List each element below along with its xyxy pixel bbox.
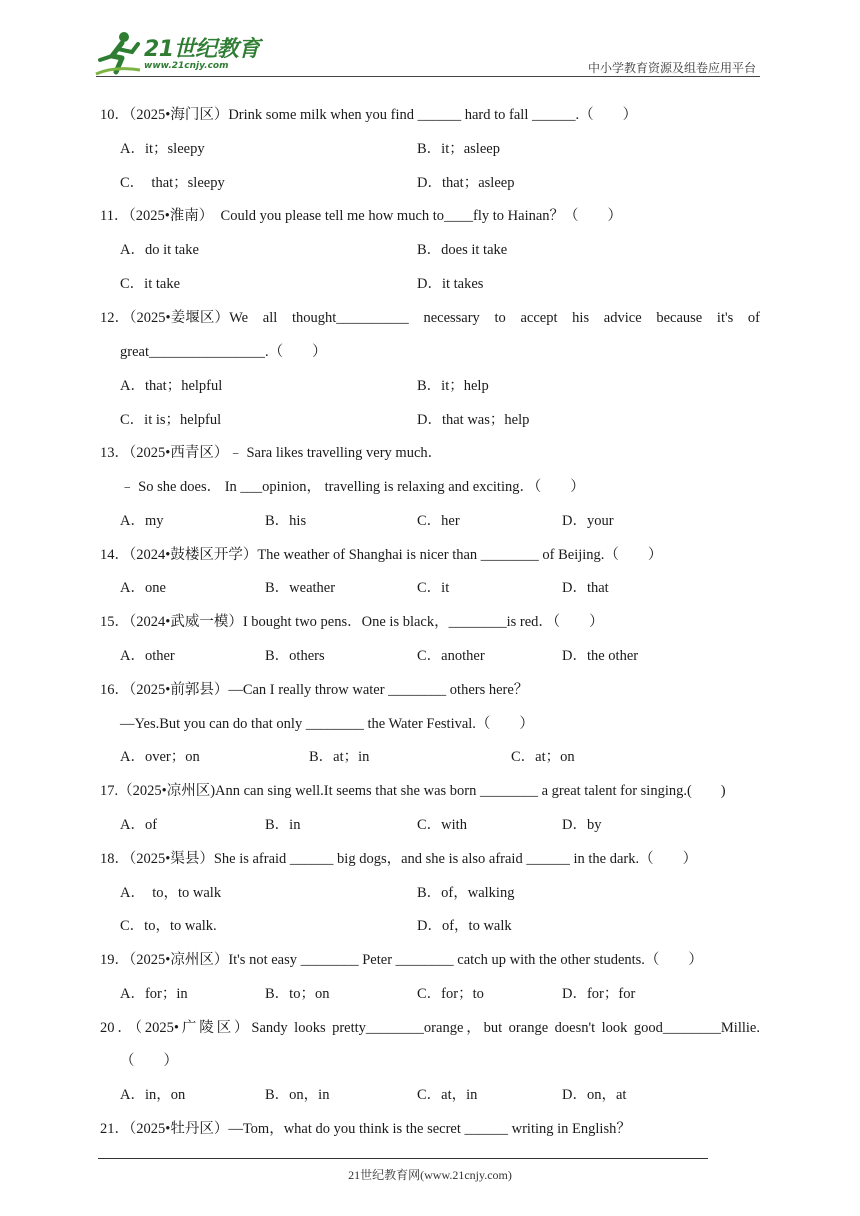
question-stem: 21．（2025•牡丹区）—Tom，what do you think is the secret ______ writing in English？	[100, 1121, 631, 1137]
option-d[interactable]: D．that	[562, 580, 609, 596]
question-stem: 17.（2025•凉州区)Ann can sing well.It seems that she was born ________ a great talent for singing.( )	[100, 783, 726, 799]
question-stem: 18．（2025•渠县）She is afraid ______ big dogs，and she is also afraid ______ in the dark.（ ）	[100, 851, 698, 867]
option-a[interactable]: A．for；in	[120, 986, 188, 1002]
option-d[interactable]: D．of，to walk	[417, 918, 512, 934]
header-divider	[96, 76, 760, 77]
question-stem: 10．（2025•海门区）Drink some milk when you find ______ hard to fall ______.（ ）	[100, 107, 638, 123]
option-c[interactable]: C．with	[417, 817, 467, 833]
option-b[interactable]: B．does it take	[417, 242, 508, 258]
option-c[interactable]: C．it take	[120, 276, 181, 292]
option-b[interactable]: B．on，in	[265, 1087, 330, 1103]
option-d[interactable]: D．that was；help	[417, 412, 530, 428]
option-b[interactable]: B．weather	[265, 580, 336, 596]
option-d[interactable]: D．on，at	[562, 1087, 627, 1103]
option-a[interactable]: A．it；sleepy	[120, 141, 205, 157]
site-logo[interactable]	[94, 30, 264, 78]
question-stem: 19．（2025•凉州区）It's not easy ________ Peter ________ catch up with the other students.（ ）	[100, 952, 703, 968]
platform-name: 中小学教育资源及组卷应用平台	[587, 61, 756, 75]
option-b[interactable]: B．others	[265, 648, 325, 664]
option-c[interactable]: C．her	[417, 513, 460, 529]
question-stem: 15．（2024•武威一模）I bought two pens．One is black，________is red．（ ）	[100, 614, 604, 630]
option-b[interactable]: B．of，walking	[417, 885, 515, 901]
option-d[interactable]: D．for；for	[562, 986, 636, 1002]
option-a[interactable]: A． to，to walk	[120, 885, 222, 901]
question-stem: 16．（2025•前郭县）—Can I really throw water ________ others here？	[100, 682, 529, 698]
footer-source[interactable]: 21世纪教育网(www.21cnjy.com)	[348, 1168, 512, 1182]
option-c[interactable]: C．to，to walk.	[120, 918, 217, 934]
option-b[interactable]: B．his	[265, 513, 307, 529]
option-d[interactable]: D．your	[562, 513, 614, 529]
option-c[interactable]: C． that；sleepy	[120, 175, 225, 191]
option-a[interactable]: A．that；helpful	[120, 378, 223, 394]
question-stem: 14．（2024•鼓楼区开学）The weather of Shanghai is nicer than ________ of Beijing.（ ）	[100, 547, 663, 563]
question-stem: 12．（2025•姜堰区）We all thought__________ necessary to accept his advice because it's of	[100, 310, 760, 326]
option-d[interactable]: D．by	[562, 817, 602, 833]
question-stem-continued: ﹣ So she does． In ___opinion， travelling is relaxing and exciting．（ ）	[120, 479, 585, 495]
page-header	[0, 0, 860, 80]
question-stem: 13．（2025•西青区）﹣ Sara likes travelling very much．	[100, 445, 443, 461]
option-d[interactable]: D．it takes	[417, 276, 484, 292]
option-c[interactable]: C．another	[417, 648, 485, 664]
question-stem: 11．（2025•淮南） Could you please tell me how much to____fly to Hainan？（ ）	[100, 208, 623, 224]
option-a[interactable]: A．one	[120, 580, 166, 596]
option-b[interactable]: B．it；help	[417, 378, 489, 394]
runner-logo-icon	[94, 30, 142, 76]
question-stem: 20．（2025•广陵区）Sandy looks pretty________orange，but orange doesn't look good________Millie.	[100, 1020, 760, 1036]
option-a[interactable]: A．over；on	[120, 749, 200, 765]
question-stem-continued: —Yes.But you can do that only ________ the Water Festival.（ ）	[120, 716, 534, 732]
option-b[interactable]: B．to；on	[265, 986, 330, 1002]
option-c[interactable]: C．it	[417, 580, 450, 596]
option-b[interactable]: B．at；in	[309, 749, 370, 765]
logo-text: 21世纪教育	[144, 37, 260, 62]
option-c[interactable]: C．at，in	[417, 1087, 478, 1103]
option-c[interactable]: C．at；on	[511, 749, 575, 765]
option-d[interactable]: D．the other	[562, 648, 639, 664]
option-a[interactable]: A．in，on	[120, 1087, 186, 1103]
logo-url: www.21cnjy.com	[144, 61, 229, 71]
option-a[interactable]: A．other	[120, 648, 175, 664]
option-c[interactable]: C．for；to	[417, 986, 484, 1002]
option-c[interactable]: C．it is；helpful	[120, 412, 222, 428]
question-stem-continued: great________________.（ ）	[120, 344, 327, 360]
option-a[interactable]: A．of	[120, 817, 158, 833]
option-b[interactable]: B．it；asleep	[417, 141, 500, 157]
option-b[interactable]: B．in	[265, 817, 301, 833]
option-a[interactable]: A．my	[120, 513, 164, 529]
footer-divider	[98, 1158, 708, 1159]
question-stem-continued: （ ）	[120, 1053, 178, 1069]
option-d[interactable]: D．that；asleep	[417, 175, 515, 191]
option-a[interactable]: A．do it take	[120, 242, 199, 258]
